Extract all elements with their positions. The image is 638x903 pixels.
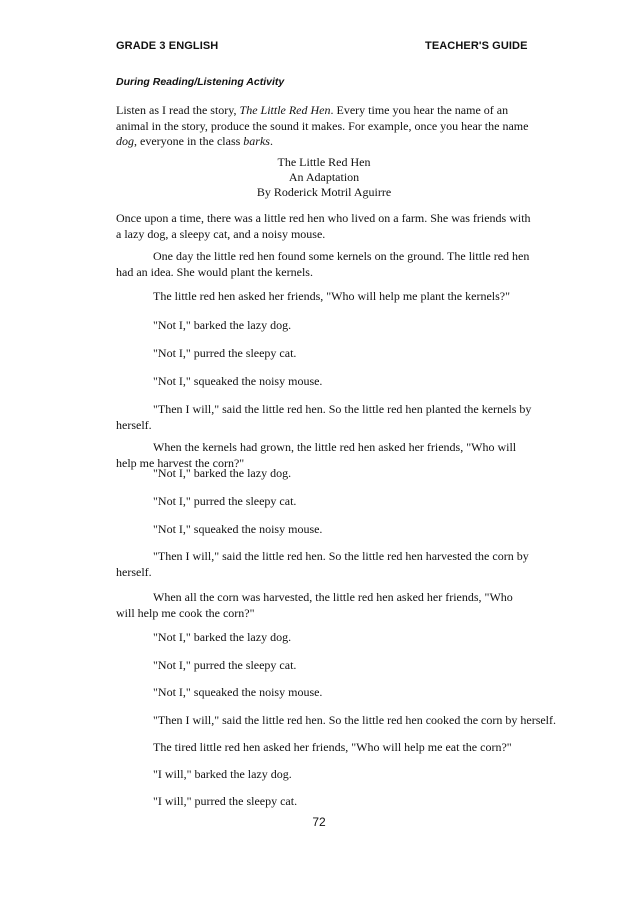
story-paragraph: "Not I," barked the lazy dog. [153, 630, 292, 644]
story-paragraph: Once upon a time, there was a little red hen who lived on a farm. She was friends with a lazy dog, a sleepy cat, and a noisy mouse. [116, 211, 531, 241]
story-paragraph: "Then I will," said the little red hen. So the little red hen planted the kernels by herself. [116, 402, 532, 432]
intro-text-3: , everyone in the class [134, 134, 244, 148]
intro-barks: barks [243, 134, 270, 148]
intro-text-4: . [269, 134, 273, 148]
story-paragraph: "Not I," purred the sleepy cat. [153, 346, 297, 360]
story-paragraph: "Then I will," said the little red hen. So the little red hen harvested the corn by herself. [116, 549, 529, 579]
story-paragraph: "Not I," purred the sleepy cat. [153, 658, 297, 672]
story-paragraph: "Not I," squeaked the noisy mouse. [153, 374, 323, 388]
section-title: During Reading/Listening Activity [116, 76, 285, 88]
story-title: The Little Red Hen [277, 155, 371, 169]
story-paragraph: When all the corn was harvested, the little red hen asked her friends, "Who will help me cook the corn?" [116, 590, 513, 620]
story-paragraph: "Not I," barked the lazy dog. [153, 318, 292, 332]
story-paragraph: When the kernels had grown, the little red hen asked her friends, "Who will help me harvest the corn?" [116, 440, 517, 470]
story-paragraph: "Not I," squeaked the noisy mouse. [153, 685, 323, 699]
header-right: TEACHER'S GUIDE [425, 40, 528, 52]
intro-dog: dog [116, 134, 134, 148]
intro-text-2: . Every time you hear the name of an animal in the story, produce the sound it makes. For example, once you hear the name [116, 103, 529, 133]
story-paragraph: "Not I," barked the lazy dog. [153, 466, 292, 480]
story-paragraph: "Not I," purred the sleepy cat. [153, 494, 297, 508]
intro-story-title: The Little Red Hen [239, 103, 331, 117]
story-paragraph: The little red hen asked her friends, "Who will help me plant the kernels?" [153, 289, 511, 303]
story-paragraph: "I will," purred the sleepy cat. [153, 794, 298, 808]
intro-paragraph [116, 103, 532, 150]
header-left: GRADE 3 ENGLISH [116, 40, 219, 52]
page-number: 72 [312, 815, 326, 829]
story-paragraph: "I will," barked the lazy dog. [153, 767, 292, 781]
story-paragraph: The tired little red hen asked her friends, "Who will help me eat the corn?" [153, 740, 512, 754]
story-author: By Roderick Motril Aguirre [256, 185, 392, 199]
story-paragraph: "Not I," squeaked the noisy mouse. [153, 522, 323, 536]
story-paragraph: One day the little red hen found some kernels on the ground. The little red hen had an idea. She would plant the kernels. [116, 249, 530, 279]
story-paragraph: "Then I will," said the little red hen. So the little red hen cooked the corn by herself. [153, 713, 557, 727]
story-subtitle: An Adaptation [288, 170, 360, 184]
intro-text-1: Listen as I read the story, [116, 103, 240, 117]
